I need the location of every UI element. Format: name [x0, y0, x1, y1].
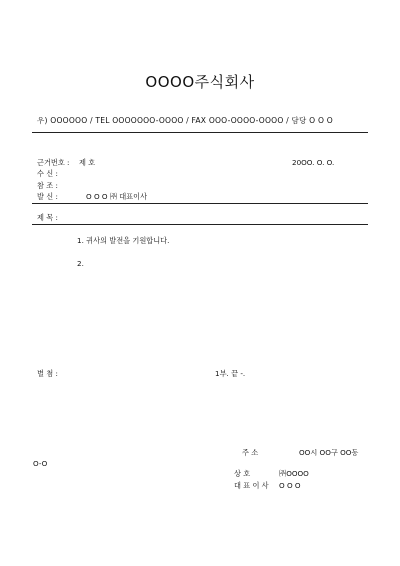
ceo-value: O O O — [279, 481, 301, 490]
ceo-label: 대 표 이 사 — [234, 481, 269, 490]
attachment-label: 별 첨 : — [37, 369, 58, 378]
contact-line: 우) OOOOOO / TEL OOOOOOO-OOOO / FAX OOO-OOOO-OOOO / 담당 O O O — [37, 116, 333, 125]
address-continued: O-O — [33, 459, 48, 468]
company-title: OOOO주식회사 — [145, 73, 255, 91]
header-divider — [32, 132, 368, 133]
company-name-label: 상 호 — [234, 469, 251, 478]
ref-number-value: 제 호 — [79, 158, 96, 167]
sender-label: 발 신 : — [37, 192, 58, 201]
address-label: 주 소 — [242, 448, 259, 457]
sender-value: O O O ㈜ 대표이사 — [86, 192, 148, 201]
subject-divider — [32, 224, 368, 225]
address-divider — [32, 203, 368, 204]
recipient-label: 수 신 : — [37, 169, 58, 178]
body-item-2: 2. — [77, 259, 84, 268]
company-name-value: ㈜OOOO — [279, 469, 309, 478]
cc-label: 참 조 : — [37, 181, 58, 190]
address-value: OO시 OO구 OO동 — [299, 448, 359, 457]
ref-number-label: 근거번호 : — [37, 158, 70, 167]
body-item-1: 1. 귀사의 발전을 기원합니다. — [77, 236, 170, 245]
document-date: 20OO. O. O. — [292, 158, 335, 167]
attachment-value: 1부. 끝 -. — [215, 369, 246, 378]
subject-label: 제 목 : — [37, 213, 58, 222]
